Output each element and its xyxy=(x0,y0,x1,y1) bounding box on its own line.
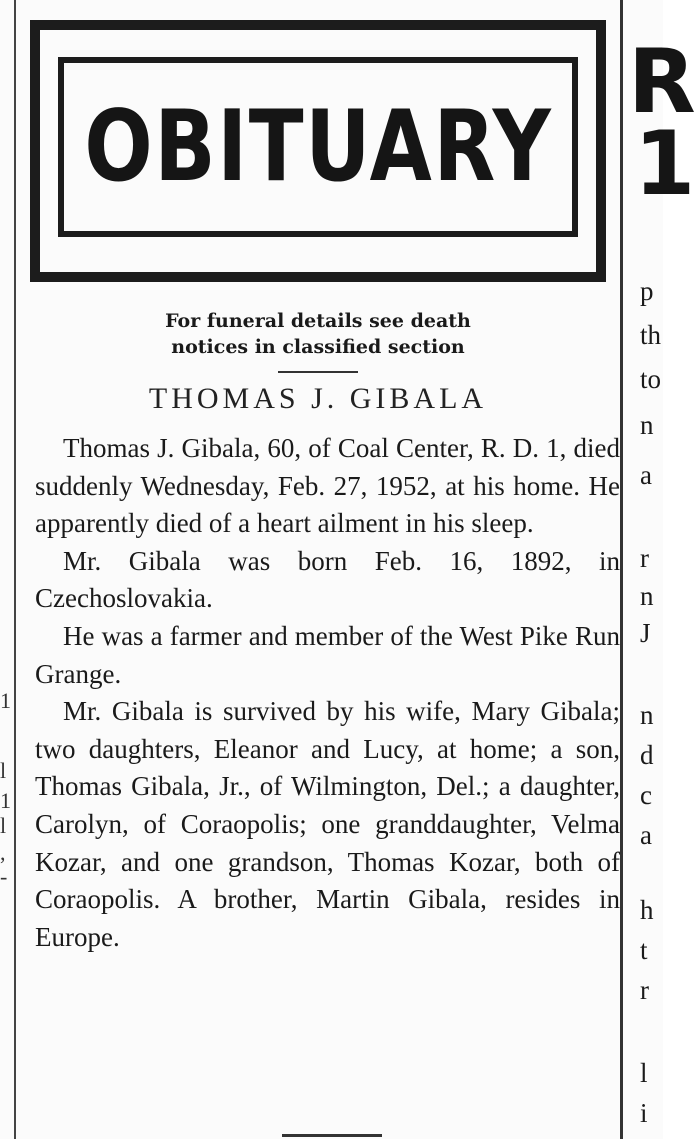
adjacent-letter: J xyxy=(640,618,651,648)
article-paragraph: Mr. Gibala is survived by his wife, Mary Gibala; two daughters, Eleanor and Lucy, at home; a son, Thomas Gibala, Jr., of Wilmington, Del.; a daughter, Carolyn, of Coraopolis; one granddaughter, Velma Kozar, and one grandson, Thomas Kozar, both of Coraopolis. A brother, Martin Gibala, resides in Europe. xyxy=(35,696,620,952)
adjacent-letter: h xyxy=(640,895,654,925)
adjacent-letter: n xyxy=(640,410,654,440)
article-body xyxy=(35,430,620,956)
adjacent-letter: r xyxy=(640,543,649,573)
end-rule xyxy=(282,1134,382,1137)
adjacent-letter: p xyxy=(640,276,654,306)
left-margin-fragment: l xyxy=(0,813,7,838)
left-margin-fragment: , xyxy=(0,840,6,865)
adjacent-letter: th xyxy=(640,320,662,350)
left-margin-fragment: - xyxy=(0,864,8,889)
right-column-rule xyxy=(620,0,623,1139)
funeral-notice-line-1: For funeral details see death xyxy=(165,310,471,332)
adjacent-headline-fragment: 1 xyxy=(634,112,696,215)
funeral-notice xyxy=(30,308,606,360)
adjacent-letter: t xyxy=(640,935,648,965)
adjacent-letter: r xyxy=(640,975,649,1005)
left-margin-fragment: 1 xyxy=(0,788,11,813)
left-column-rule xyxy=(14,0,16,1139)
adjacent-letter: a xyxy=(640,820,652,850)
article-heading: THOMAS J. GIBALA xyxy=(148,382,488,415)
section-divider xyxy=(278,371,358,373)
funeral-notice-line-2: notices in classified section xyxy=(171,336,465,358)
article-paragraph: He was a farmer and member of the West Pike Run Grange. xyxy=(35,620,620,689)
adjacent-letter: to xyxy=(640,364,662,394)
masthead-inner-border xyxy=(58,57,578,237)
article-paragraph: Mr. Gibala was born Feb. 16, 1892, in Czechoslovakia. xyxy=(35,545,620,614)
adjacent-column-fragment xyxy=(626,0,696,1139)
masthead-title: OBITUARY xyxy=(83,90,553,204)
adjacent-letter: c xyxy=(640,780,652,810)
left-margin-fragment: 1 xyxy=(0,688,11,713)
article-paragraph: Thomas J. Gibala, 60, of Coal Center, R. D. 1, died suddenly Wednesday, Feb. 27, 1952, at his home. He apparently died of a heart ailment in his sleep. xyxy=(35,433,620,539)
adjacent-letter: d xyxy=(640,740,654,770)
adjacent-letter: i xyxy=(640,1098,648,1128)
adjacent-headline-fragment: R xyxy=(628,30,696,133)
left-margin-fragment: l xyxy=(0,758,7,783)
adjacent-letter: n xyxy=(640,581,654,611)
adjacent-letter: a xyxy=(640,460,652,490)
adjacent-letter: n xyxy=(640,700,654,730)
adjacent-letter: l xyxy=(640,1058,648,1088)
